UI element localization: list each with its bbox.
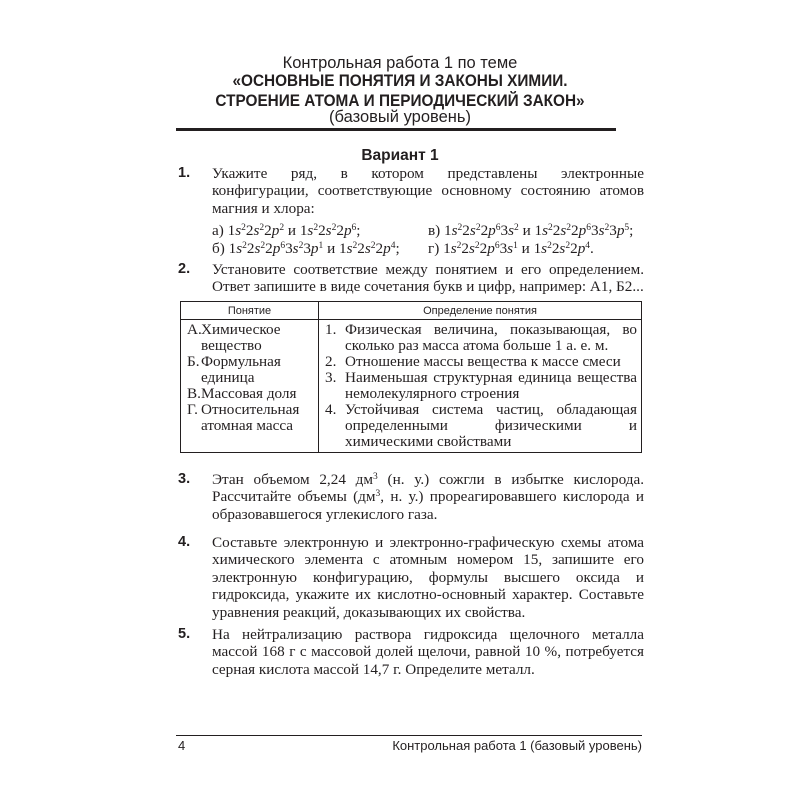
task-text: На нейтрализацию раствора гидроксида щелочного металла массой 168 г с массовой долей щелочи, равной 10 %, потребуется серная кислота массой 14,7 г. Определите металл. [212,626,644,678]
option-a: а) $1s^22s^22p^2$ и $1s^22s^22p^6$; [212,222,361,239]
variant-title: Вариант 1 [361,147,439,164]
header-line-2: «ОСНОВНЫЕ ПОНЯТИЯ И ЗАКОНЫ ХИМИИ. [232,72,568,90]
concepts-cell [181,320,319,453]
task-4 [178,534,644,621]
concept-definition-table [180,301,642,453]
definitions-cell [319,320,642,453]
task-text: Укажите ряд, в котором представлены электронные конфигурации, соответствующие основному состоянию атомов магния и хлора: [212,165,644,217]
running-footer: Контрольная работа 1 (базовый уровень) [392,738,642,753]
task-number: 3. [178,471,191,487]
option-v: в) $1s^22s^22p^63s^2$ и $1s^22s^22p^63s^23p^5$; [428,222,634,239]
header-divider [176,128,616,131]
task-text: Установите соответствие между понятием и его определением. Ответ запишите в виде сочетания букв и цифр, например: А1, Б2... [212,261,644,296]
option-b: б) $1s^22s^22p^63s^23p^1$ и $1s^22s^22p^4$; [212,240,400,257]
definition-item: 2. Отношение массы вещества к массе смеси [325,353,621,370]
concept-item: В. Массовая доля [187,385,297,402]
task-text: Этан объемом 2,24 $дм^3$ (н. у.) сожгли в избытке кислорода. Рассчитайте объемы ($дм^3$, н. у.) прореагировавшего кислорода и образовавшегося углекислого газа. [212,471,644,523]
header-line-4: (базовый уровень) [329,108,471,126]
header-line-1: Контрольная работа 1 по теме [282,54,518,72]
table-header-definition: Определение понятия [319,302,642,320]
concept-item: А. Химическое вещество [187,321,281,354]
option-g: г) $1s^22s^22p^63s^1$ и $1s^22s^22p^4$. [428,240,594,257]
footer-divider [176,735,642,736]
concept-item: Б. Формульная единица [187,353,281,386]
task-3 [178,471,644,523]
task-number: 2. [178,261,191,277]
definition-item: 4. Устойчивая система частиц, обладающая определенными физическими и химическими свойствами [325,401,637,450]
header-line-3: СТРОЕНИЕ АТОМА И ПЕРИОДИЧЕСКИЙ ЗАКОН» [215,92,585,110]
table-header-concept: Понятие [181,302,319,320]
task-number: 4. [178,534,191,550]
page-number: 4 [178,738,186,753]
task-text: Составьте электронную и электронно-графическую схемы атома химического элемента с атомным номером 15, запишите его электронную конфигурацию, формулы высшего оксида и гидроксида, укажите их кислотно-основный характер. Составьте уравнения реакций, доказывающих их свойства. [212,534,644,621]
task-number: 5. [178,626,191,642]
concept-item: Г. Относительная атомная масса [187,401,300,434]
task-number: 1. [178,165,191,181]
definition-item: 3. Наименьшая структурная единица вещества немолекулярного строения [325,369,637,402]
task-1 [178,165,644,217]
task-2 [178,261,644,296]
definition-item: 1. Физическая величина, показывающая, во сколько раз масса атома больше 1 а. е. м. [325,321,637,354]
task-5 [178,626,644,678]
